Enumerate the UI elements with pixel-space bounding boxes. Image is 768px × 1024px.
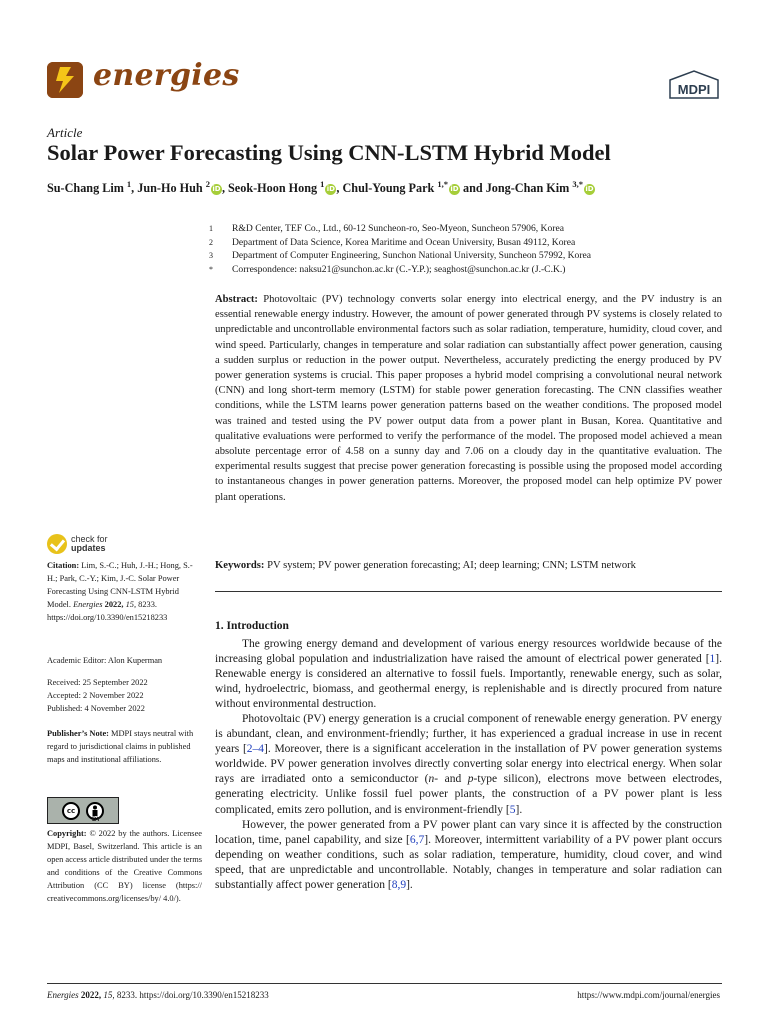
footer-citation [47,990,269,1000]
author-affiliation-mark: 1,* [437,179,448,189]
publisher-note-text: MDPI stays neutral with regard to jurisdictional claims in published maps and institutional affiliations. [47,729,194,764]
author-name: Jong-Chan Kim [485,181,573,196]
author-name: Jun-Ho Huh [137,181,206,196]
affiliation-item [209,249,591,263]
divider [215,591,722,592]
abstract [215,292,722,505]
affiliation-item [209,263,591,277]
mdpi-logo[interactable] [668,70,720,102]
affiliation-text: Correspondence: naksu21@sunchon.ac.kr (C.-Y.P.); seaghost@sunchon.ac.kr (J.-C.K.) [232,263,566,275]
citation-link[interactable]: 8,9 [391,878,407,891]
citation-journal: Energies [73,599,103,609]
copyright-text: © 2022 by the authors. Licensee MDPI, Basel, Switzerland. This article is an open access article distributed under the terms and conditions of the Creative Commons Attribution (CC BY) license (https:// creativecommons.org/licenses/by/ 4.0/). [47,829,202,903]
keywords-label: Keywords: [215,560,265,571]
footer-url[interactable]: https://www.mdpi.com/journal/energies [577,990,720,1000]
section-heading: 1. Introduction [215,620,289,632]
cc-by-label: BY [92,817,101,823]
dates-block [47,677,202,716]
introduction-body [215,637,722,893]
citation-text: Lim, S.-C.; Huh, J.-H.; Hong, S.-H.; Park, C.-Y.; Kim, J.-C. Solar Power Forecasting Using CNN-LSTM Hybrid Model. [47,561,193,609]
publisher-note-label: Publisher’s Note: [47,729,109,738]
author-name: Su-Chang Lim [47,181,127,196]
affiliation-text: Department of Data Science, Korea Maritime and Ocean University, Busan 49112, Korea [232,236,576,248]
footer-journal: Energies [47,990,79,1000]
received-date: Received: 25 September 2022 [47,678,148,687]
abstract-label: Abstract: [215,294,258,305]
orcid-icon[interactable]: iD [585,185,594,194]
academic-editor: Academic Editor: Alon Kuperman [47,656,163,665]
journal-logo-icon [47,62,83,98]
citation-doi: 8233. https://doi.org/10.3390/en15218233 [47,599,168,622]
citation-year: 2022, [104,599,124,609]
publisher-note [47,728,202,767]
orcid-icon[interactable]: iD [326,185,335,194]
footer-divider [47,983,722,984]
check-for-updates-icon [47,534,67,554]
affiliation-mark: * [209,264,213,274]
article-title: Solar Power Forecasting Using CNN-LSTM Hybrid Model [47,140,611,165]
keywords [215,558,722,573]
citation-label: Citation: [47,561,80,570]
citation-link[interactable]: 1 [709,653,716,666]
footer-year: 2022, [80,990,102,1000]
author-affiliation-mark: 1 [126,179,132,189]
check-line1: check for [71,533,108,544]
affiliation-mark: 3 [209,251,213,260]
footer-volume: 15, [103,990,115,1000]
paragraph-1: The growing energy demand and development of various energy resources worldwide because of the increasing global population and industrialization have raised the amount of electrical power generated [1]. Renewable energy is considered an alternative to fossil fuels. Importantly, renewable energy, such as solar, wind, hydroelectric, biomass, and geothermal energy, is replenishable and is directly procured from nature without environmental destruction. [215,638,722,711]
keywords-text: PV system; PV power generation forecasting; AI; deep learning; CNN; LSTM network [267,560,636,571]
author-affiliation-mark: 2 [205,179,210,189]
citation-link[interactable]: 2–4 [246,743,265,756]
citation-link[interactable]: 6,7 [409,833,425,846]
paragraph-3: However, the power generated from a PV power plant can vary since it is affected by the construction location, time, panel capability, and size [6,7]. Moreover, intermittent variability of a PV power plant occurs depending on weather conditions, such as solar radiation, temperature, humidity, cloud cover, and wind speed, that are unpredictable and uncontrollable. Notably, changes in temperature and solar radiation can substantially affect power generation [8,9]. [215,818,723,891]
check-for-updates-badge[interactable] [47,534,108,554]
creative-commons-by-icon[interactable] [47,797,119,824]
orcid-icon[interactable]: iD [450,185,459,194]
paragraph-2: Photovoltaic (PV) energy generation is a crucial component of renewable energy generation. PV energy is abundant, clean, and environment-friendly; further, it has experienced a gradual increase in use in recent years [2–4]. Moreover, there is a significant acceleration in the installation of PV power generation systems worldwide. PV power generation involves directly converting solar energy into electrical energy. When solar rays are irradiated onto a semiconductor (n- and p-type silicon), electrons move between electrodes, generating electricity. Unlike fossil fuel power plants, the construction of a PV power plant is less complicated, emits zero pollution, and is environment-friendly [5]. [215,713,723,816]
author-name: Seok-Hoon Hong [228,181,321,196]
affiliation-text: R&D Center, TEF Co., Ltd., 60-12 Suncheon-ro, Seo-Myeon, Suncheon 57906, Korea [232,223,564,234]
affiliation-mark: 2 [209,237,213,247]
journal-name[interactable]: energies [93,58,240,93]
mdpi-logo-text: MDPI [677,82,711,97]
article-type: Article [47,125,83,140]
published-date: Published: 4 November 2022 [47,703,145,713]
accepted-date: Accepted: 2 November 2022 [47,690,144,700]
author-name: Chul-Young Park [342,181,438,196]
author-list: Su-Chang Lim $^1$, Jun-Ho Huh $^2$iD, Seok-Hoon Hong $^1$iD, Chul-Young Park $^{1,*}$iD and Jong-Chan Kim $^{3,*}$iD [47,179,594,196]
citation-link[interactable]: 5 [509,803,516,816]
cc-icon: cc [62,802,80,820]
author-affiliation-mark: 1 [320,179,325,189]
copyright-block [47,828,202,905]
affiliations [209,222,591,276]
copyright-label: Copyright: [47,829,87,838]
affiliation-text: Department of Computer Engineering, Sunchon National University, Suncheon 57992, Korea [232,250,592,261]
author-affiliation-mark: 3,* [572,179,583,189]
orcid-icon[interactable]: iD [212,185,221,194]
affiliation-mark: 1 [209,224,213,233]
check-line2: updates [71,543,106,553]
citation-block [47,560,202,625]
abstract-text: Photovoltaic (PV) technology converts solar energy into electrical energy, and the PV industry is an essential renewable energy industry. However, the amount of power generated through PV systems is closely related to unpredictable and uncontrollable environmental factors such as solar radiation, temperature, humidity, cloud cover, and wind speed. Particularly, changes in temperature and solar radiation can substantially affect power generation, causing a sudden surplus or reduction in the power output. Nevertheless, accurately predicting the energy produced by PV power generation systems is crucial. This paper proposes a hybrid model comprising a convolutional neural network (CNN) and long short-term memory (LSTM) for stable power generation forecasting. The CNN classifies weather conditions, while the LSTM learns power generation patterns based on the weather conditions. The proposed model was trained and tested using the PV power output data from a power plant in Busan, Korea. Quantitative and qualitative evaluations were performed to verify the performance of the model. The proposed model achieved a mean absolute percentage error of 4.58 on a sunny day and 7.06 on a cloudy day in the quantitative evaluation. The experimental results suggest that precise power generation forecasting is possible using the proposed model according to instantaneous changes in power generation patterns. Moreover, the proposed model can help optimize PV power plant operations. [215,294,722,503]
affiliation-item [209,236,591,250]
citation-volume: 15, [125,599,137,609]
affiliation-item [209,222,591,236]
footer-doi: 8233. https://doi.org/10.3390/en15218233 [116,990,269,1000]
